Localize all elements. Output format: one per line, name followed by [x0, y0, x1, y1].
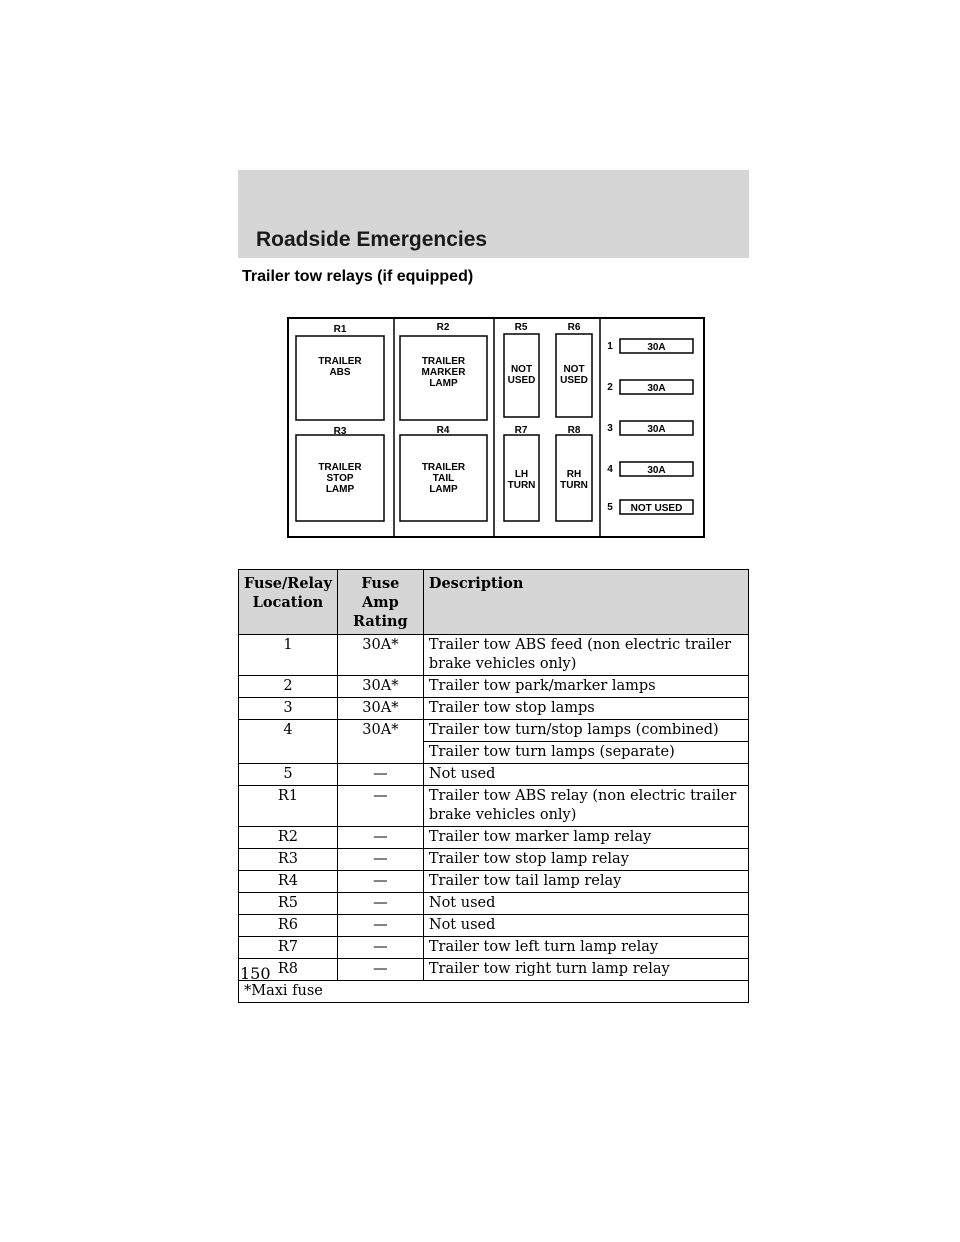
- cell-rating: —: [337, 937, 423, 959]
- header-location: [239, 570, 338, 635]
- table-row: [239, 786, 749, 827]
- description-line: Not used: [428, 917, 496, 933]
- fuse-relay-table: [238, 569, 749, 1003]
- description-line: Trailer tow stop lamps: [428, 700, 595, 716]
- description-line: Trailer tow ABS feed (non electric trailer: [428, 637, 732, 653]
- relay-r1-label: TRAILER: [318, 356, 362, 367]
- description-line: Trailer tow stop lamp relay: [428, 851, 629, 867]
- cell-rating: 30A*: [337, 720, 423, 764]
- page-header-title: Roadside Emergencies: [256, 228, 488, 251]
- table-row: [239, 827, 749, 849]
- cell-location: R6: [239, 915, 338, 937]
- description-line: brake vehicles only): [428, 807, 577, 823]
- fuse-number: 1: [607, 341, 613, 352]
- cell-rating: —: [337, 827, 423, 849]
- fuse-rating: NOT USED: [630, 503, 683, 514]
- relay-r4-label: TAIL: [432, 473, 455, 484]
- table-row: [239, 871, 749, 893]
- table-row: [239, 676, 749, 698]
- cell-location: R5: [239, 893, 338, 915]
- cell-description: [423, 849, 748, 871]
- fuse-rating: 30A: [647, 383, 666, 394]
- cell-location: R1: [239, 786, 338, 827]
- header-rating: [337, 570, 423, 635]
- cell-description: [423, 893, 748, 915]
- table-row: [239, 849, 749, 871]
- header-description: Description: [423, 570, 748, 635]
- fuse-number: 2: [607, 382, 613, 393]
- relay-r8-label: RH: [566, 469, 582, 480]
- cell-location: R7: [239, 937, 338, 959]
- relay-r1-label: ABS: [329, 367, 351, 378]
- fuse-number: 3: [607, 423, 613, 434]
- relay-r8-label: TURN: [560, 480, 588, 491]
- section-title: Trailer tow relays (if equipped): [242, 268, 474, 285]
- description-line: Trailer tow park/marker lamps: [428, 678, 656, 694]
- relay-r4-label: LAMP: [429, 484, 458, 495]
- fuse-number: 5: [607, 502, 613, 513]
- cell-rating: 30A*: [337, 635, 423, 676]
- relay-r3-label: LAMP: [325, 484, 355, 495]
- description-line: Trailer tow left turn lamp relay: [428, 939, 659, 955]
- relay-r5-label: NOT: [510, 364, 533, 375]
- cell-rating: —: [337, 871, 423, 893]
- relay-r7-label: LH: [514, 469, 529, 480]
- table-row: [239, 937, 749, 959]
- cell-description: [423, 742, 748, 764]
- cell-rating: 30A*: [337, 698, 423, 720]
- cell-location: R2: [239, 827, 338, 849]
- cell-rating: —: [337, 893, 423, 915]
- cell-location: R8: [239, 959, 338, 981]
- cell-description: [423, 676, 748, 698]
- relay-r2-id: R2: [436, 322, 450, 333]
- table-footnote: *Maxi fuse: [239, 981, 749, 1003]
- cell-location: 1: [239, 635, 338, 676]
- relay-r2-label: MARKER: [421, 367, 466, 378]
- description-line: brake vehicles only): [428, 656, 577, 672]
- relay-r1-id: R1: [333, 324, 347, 335]
- cell-rating: —: [337, 849, 423, 871]
- table-row: [239, 720, 749, 742]
- description-line: Trailer tow marker lamp relay: [428, 829, 652, 845]
- description-line: Trailer tow turn/stop lamps (combined): [428, 722, 719, 738]
- relay-r8-id: R8: [567, 425, 581, 436]
- cell-description: [423, 764, 748, 786]
- table-row: [239, 959, 749, 981]
- fuse-rating: 30A: [647, 465, 666, 476]
- cell-location: 4: [239, 720, 338, 764]
- relay-box-svg: [287, 317, 705, 538]
- cell-description: [423, 720, 748, 742]
- footnote-row: [239, 981, 749, 1003]
- relay-r7-id: R7: [514, 425, 528, 436]
- table-row: [239, 893, 749, 915]
- relay-r3-label: TRAILER: [318, 462, 362, 473]
- table-header-row: [239, 570, 749, 635]
- fuse-number: 4: [607, 464, 613, 475]
- relay-box-diagram: [287, 317, 705, 538]
- cell-rating: 30A*: [337, 676, 423, 698]
- description-line: Trailer tow turn lamps (separate): [428, 744, 675, 760]
- cell-description: [423, 959, 748, 981]
- cell-rating: —: [337, 915, 423, 937]
- relay-r2-label: LAMP: [429, 378, 458, 389]
- header-rating-line2: Rating: [353, 613, 408, 630]
- table-row: [239, 764, 749, 786]
- cell-location: R4: [239, 871, 338, 893]
- relay-r6-label: NOT: [563, 364, 585, 375]
- description-line: Not used: [428, 895, 496, 911]
- cell-rating: —: [337, 959, 423, 981]
- cell-description: [423, 698, 748, 720]
- description-line: Trailer tow right turn lamp relay: [428, 961, 670, 977]
- description-line: Not used: [428, 766, 496, 782]
- relay-r5-id: R5: [514, 322, 528, 333]
- page-number: 150: [240, 964, 271, 983]
- relay-r6-label: USED: [560, 375, 588, 386]
- cell-description: [423, 937, 748, 959]
- table-row: [239, 698, 749, 720]
- header-location-line2: Location: [252, 594, 324, 611]
- table-row: [239, 635, 749, 676]
- fuse-rating: 30A: [647, 342, 666, 353]
- relay-r4-label: TRAILER: [421, 462, 466, 473]
- cell-description: [423, 786, 748, 827]
- cell-location: 5: [239, 764, 338, 786]
- relay-r3-label: STOP: [326, 473, 354, 484]
- fuse-rating: 30A: [647, 424, 666, 435]
- relay-r6-id: R6: [567, 322, 581, 333]
- relay-r1-box: [296, 336, 384, 420]
- cell-description: [423, 827, 748, 849]
- relay-r3-id: R3: [333, 426, 347, 437]
- cell-location: R3: [239, 849, 338, 871]
- header-rating-line1: Fuse Amp: [361, 575, 400, 611]
- description-line: Trailer tow ABS relay (non electric trailer: [428, 788, 737, 804]
- cell-description: [423, 915, 748, 937]
- cell-description: [423, 871, 748, 893]
- cell-rating: —: [337, 786, 423, 827]
- relay-r4-id: R4: [436, 425, 450, 436]
- relay-r5-label: USED: [507, 375, 536, 386]
- description-line: Trailer tow tail lamp relay: [428, 873, 622, 889]
- cell-location: 3: [239, 698, 338, 720]
- relay-r2-label: TRAILER: [421, 356, 466, 367]
- cell-description: [423, 635, 748, 676]
- table-row: [239, 915, 749, 937]
- cell-rating: —: [337, 764, 423, 786]
- cell-location: 2: [239, 676, 338, 698]
- relay-r7-label: TURN: [507, 480, 536, 491]
- header-location-line1: Fuse/Relay: [244, 575, 332, 592]
